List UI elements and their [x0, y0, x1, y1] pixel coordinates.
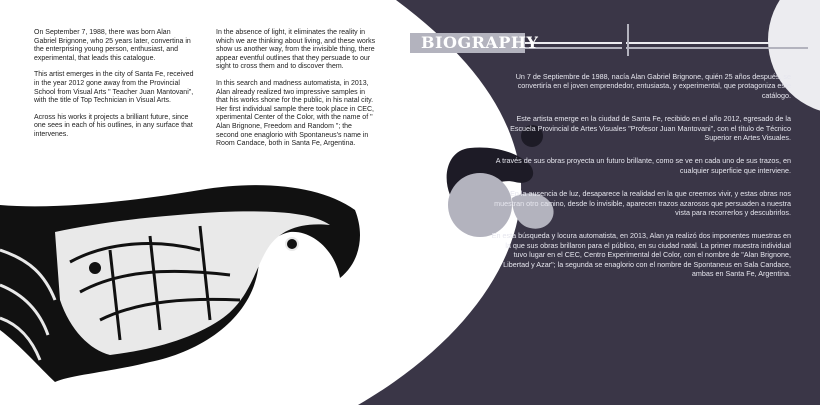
- english-paragraph: On September 7, 1988, there was born Alan Gabriel Brignone, who 25 years later, convertina in the enterprising young person, enthusiast, and experimental, that leads this catalogue.: [34, 29, 191, 62]
- spanish-paragraph: Un 7 de Septiembre de 1988, nacía Alan Gabriel Brignone, quién 25 años después, se convertiría en el joven emprendedor, entusiasta, y experimental, que protagoniza este catálogo.: [515, 72, 791, 100]
- rule-line-mid: [525, 47, 808, 49]
- english-paragraph: In the absence of light, it eliminates the reality in which we are thinking about living, and these works show us another way, from the invisible thing, there appear eventful outlines that they persuade to our sight to cross them and to discover them.: [216, 29, 376, 71]
- spanish-paragraph: En la ausencia de luz, desaparece la realidad en la que creemos vivir, y estas obras nos muestran otro camino, desde lo invisible, aparecen trazos azarosos que persuaden a nuestra vista para recorrerlos y descubrirlos.: [494, 189, 791, 218]
- spanish-paragraph: Este artista emerge en la ciudad de Santa Fe, recibido en el año 2012, egresado de la Escuela Provincial de Artes Visuales "Profesor Juan Mantovani", con el título de Técnico Superior en Artes Visuales.: [510, 114, 791, 143]
- rule-line-top: [525, 42, 808, 44]
- accent-bar: [622, 24, 626, 56]
- spanish-column: [491, 72, 791, 293]
- english-column-2: [216, 29, 376, 157]
- accent-bar-light: [627, 24, 629, 56]
- english-column-1: [34, 29, 194, 148]
- spanish-paragraph: En esta búsqueda y locura automatista, en 2013, Alan ya realizó dos imponentes muestras en la que sus obras brillaron para el público, en su ciudad natal. La primer muestra individual tuvo lugar en el CEC, Centro Experimental del Color, con el nombre de "Alan Brignone, Libertad y Azar"; la segunda se enaglorio con el nombre de Spontaneus en Sala Candace, ambas en Santa Fe, Argentina.: [491, 231, 791, 279]
- english-paragraph: This artist emerges in the city of Santa Fe, received in the year 2012 gone away from the Provincial School from Visual Arts " Teacher Juan Mantovani", with the title of Top Technician in Visual Arts.: [34, 71, 194, 105]
- spanish-paragraph: A través de sus obras proyecta un futuro brillante, como se ve en cada uno de sus trazos, en cualquier superficie que interviene.: [495, 156, 791, 175]
- english-paragraph: In this search and madness automatista, in 2013, Alan already realized two impressive samples in that his works shone for the public, in his natal city. Her first individual sample there took place in CEC, xperimental Center of the Color, with the name of " Alan Brignone, Freedom and Random "; the second one enaglorio with Spontaneus's name in Room Candace, both in Santa Fe, Argentina.: [216, 79, 374, 148]
- artwork-eye-2: [286, 238, 298, 250]
- artwork-eye: [88, 261, 102, 275]
- page-title: BIOGRAPHY: [421, 33, 539, 52]
- english-paragraph: Across his works it projects a brilliant future, since one sees in each of his outlines, in any surface that intervenes.: [34, 113, 193, 138]
- artwork-illustration: [0, 185, 360, 382]
